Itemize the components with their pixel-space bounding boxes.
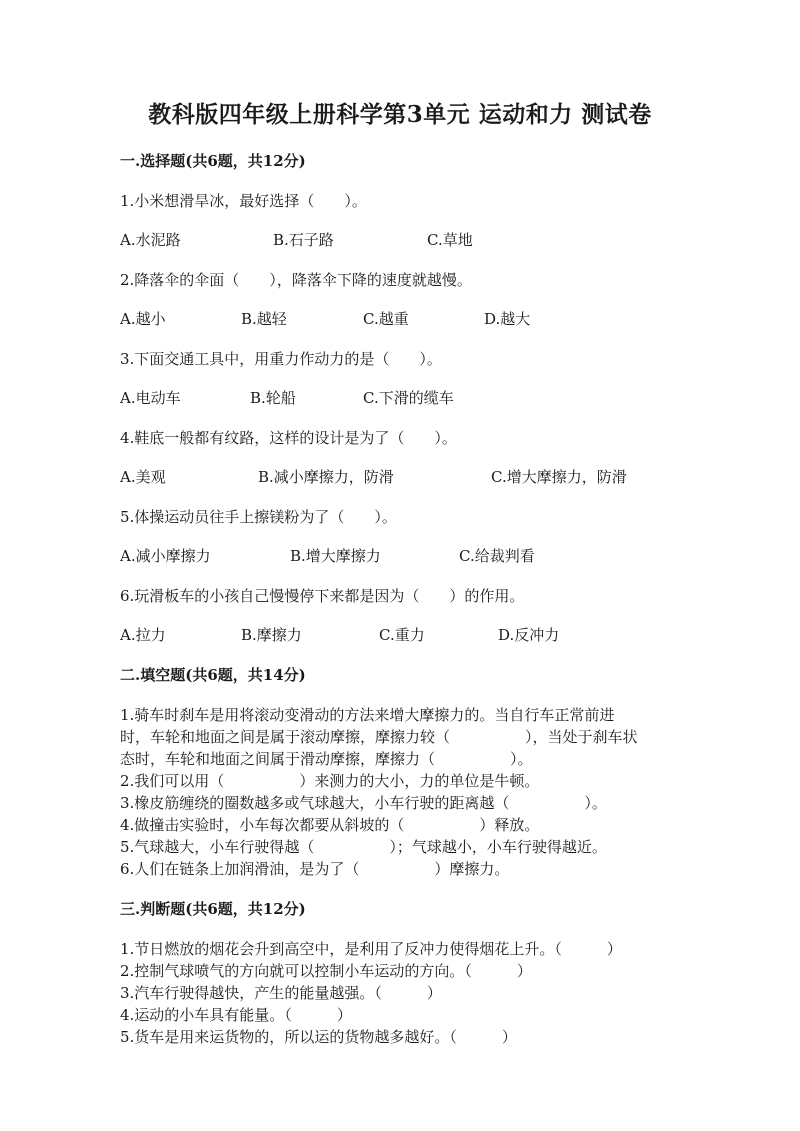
fill-line: 5.气球越大，小车行驶得越（ ）；气球越小，小车行驶得越近。: [120, 838, 607, 856]
fill-line: 6.人们在链条上加润滑油，是为了（ ）摩擦力。: [120, 860, 510, 878]
section-heading-fill: 二.填空题(共6题，共14分): [120, 666, 306, 684]
option: C.下滑的缆车: [363, 389, 454, 407]
option: D.反冲力: [498, 626, 560, 644]
option: A.美观: [120, 468, 166, 486]
option: A.水泥路: [120, 231, 181, 249]
option: A.减小摩擦力: [120, 547, 211, 565]
judge-line: 4.运动的小车具有能量。（ ）: [120, 1006, 352, 1024]
fill-line: 3.橡皮筋缠绕的圈数越多或气球越大，小车行驶的距离越（ ）。: [120, 794, 607, 812]
question-stem: 2.降落伞的伞面（ ），降落伞下降的速度就越慢。: [120, 271, 472, 289]
question-stem: 1.小米想滑旱冰，最好选择（ ）。: [120, 192, 367, 210]
option: B.越轻: [241, 310, 287, 328]
judge-line: 5.货车是用来运货物的，所以运的货物越多越好。（ ）: [120, 1028, 517, 1046]
judge-line: 3.汽车行驶得越快，产生的能量越强。（ ）: [120, 984, 442, 1002]
question-stem: 5.体操运动员往手上擦镁粉为了（ ）。: [120, 508, 397, 526]
fill-line: 4.做撞击实验时，小车每次都要从斜坡的（ ）释放。: [120, 816, 540, 834]
option: C.草地: [427, 231, 473, 249]
question-stem: 6.玩滑板车的小孩自己慢慢停下来都是因为（ ）的作用。: [120, 587, 525, 605]
fill-line: 2.我们可以用（ ）来测力的大小，力的单位是牛顿。: [120, 772, 540, 790]
option: C.增大摩擦力，防滑: [491, 468, 627, 486]
page-title: 教科版四年级上册科学第3单元 运动和力 测试卷: [148, 101, 652, 128]
option: C.重力: [379, 626, 425, 644]
fill-line: 态时，车轮和地面之间属于滑动摩擦，摩擦力（ ）。: [120, 750, 533, 768]
option: B.石子路: [273, 231, 334, 249]
fill-line: 1.骑车时刹车是用将滚动变滑动的方法来增大摩擦力的。当自行车正常前进: [120, 706, 615, 724]
question-stem: 3.下面交通工具中，用重力作动力的是（ ）。: [120, 350, 442, 368]
section-heading-judge: 三.判断题(共6题，共12分): [120, 900, 306, 918]
option: A.拉力: [120, 626, 166, 644]
option: B.减小摩擦力，防滑: [258, 468, 394, 486]
option: A.越小: [120, 310, 166, 328]
fill-line: 时，车轮和地面之间是属于滚动摩擦，摩擦力较（ ），当处于刹车状: [120, 728, 638, 746]
option: D.越大: [484, 310, 531, 328]
option: C.越重: [363, 310, 409, 328]
option: C.给裁判看: [459, 547, 535, 565]
judge-line: 1.节日燃放的烟花会升到高空中，是利用了反冲力使得烟花上升。（ ）: [120, 940, 622, 958]
question-stem: 4.鞋底一般都有纹路，这样的设计是为了（ ）。: [120, 429, 457, 447]
option: A.电动车: [120, 389, 181, 407]
judge-line: 2.控制气球喷气的方向就可以控制小车运动的方向。（ ）: [120, 962, 532, 980]
option: B.增大摩擦力: [290, 547, 381, 565]
option: B.摩擦力: [241, 626, 302, 644]
option: B.轮船: [250, 389, 296, 407]
section-heading-choice: 一.选择题(共6题，共12分): [120, 152, 306, 170]
